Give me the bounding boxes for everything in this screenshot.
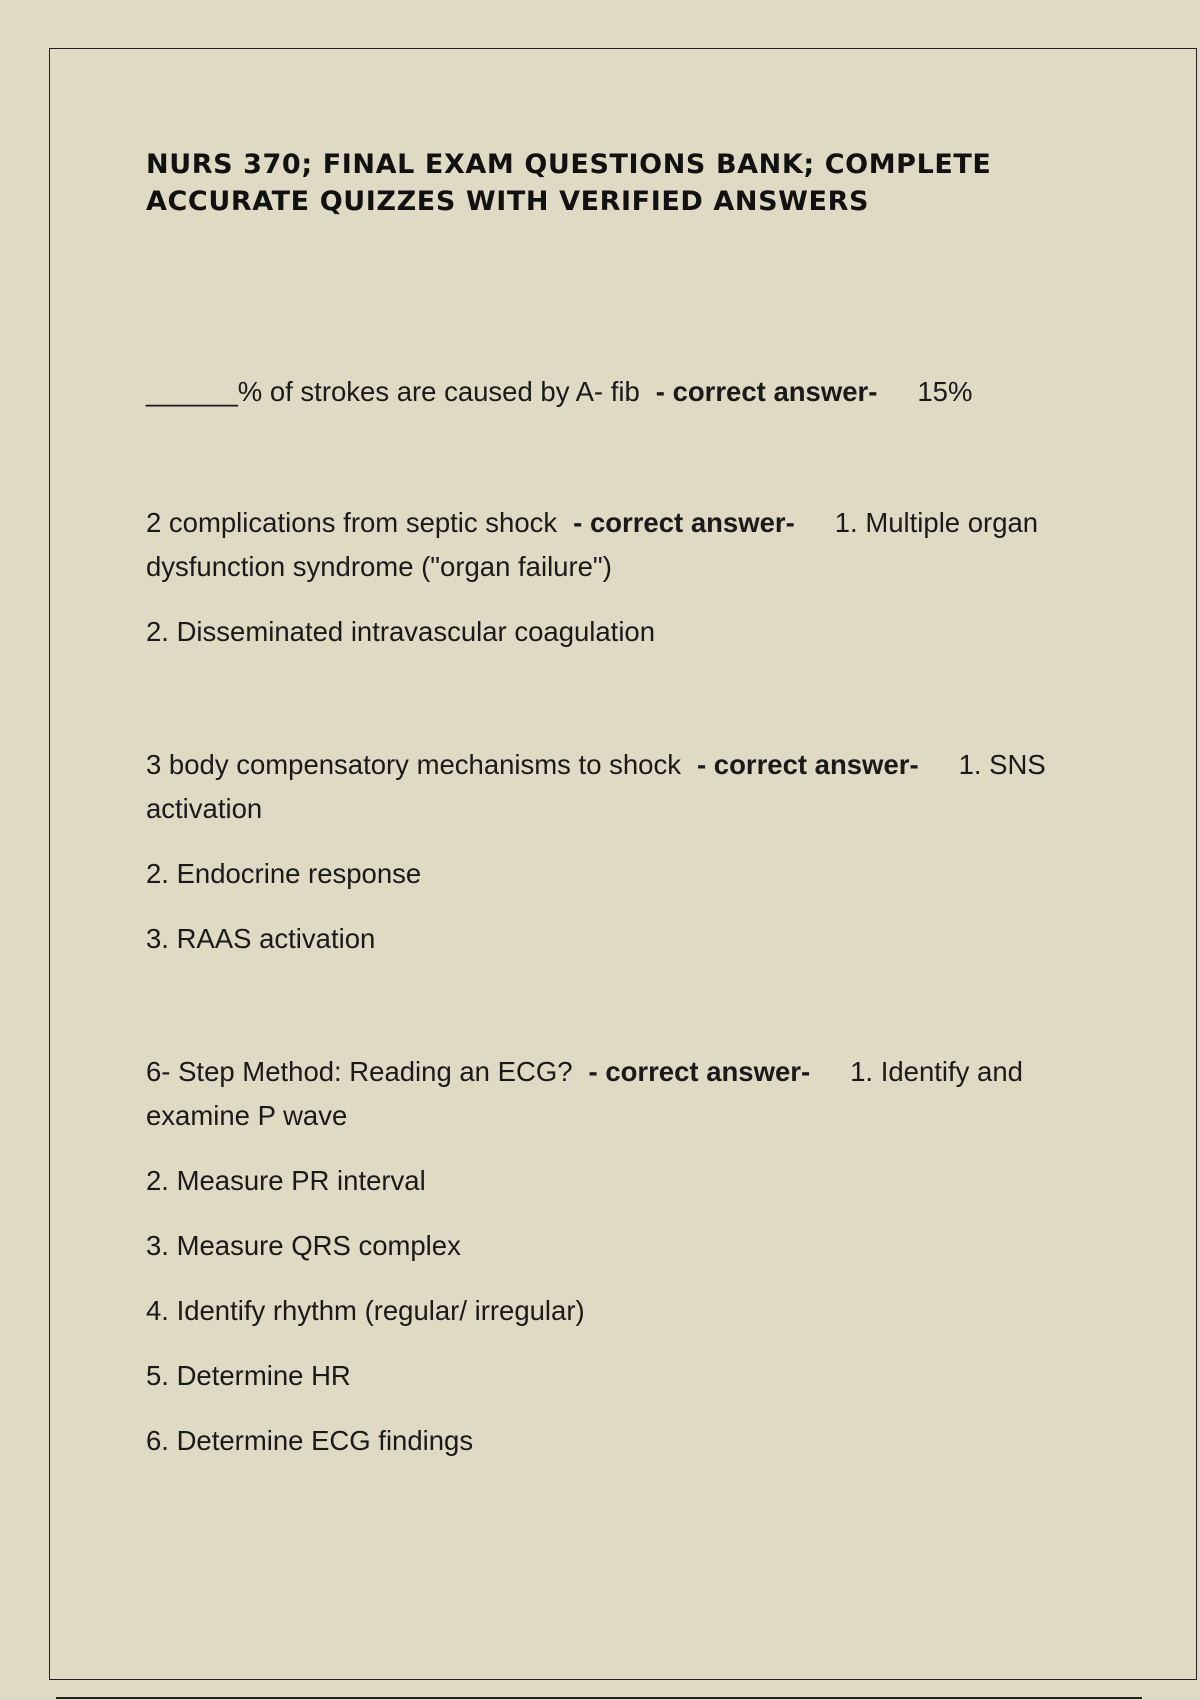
answer-text: 1. Identify and examine P wave bbox=[146, 1056, 1023, 1131]
answer-line: 2. Endocrine response bbox=[146, 858, 422, 889]
correct-answer-marker: - correct answer- bbox=[655, 376, 878, 407]
correct-answer-marker: - correct answer- bbox=[573, 507, 795, 538]
document-title: NURS 370; FINAL EXAM QUESTIONS BANK; COMPLETE ACCURATE QUIZZES WITH VERIFIED ANSWERS bbox=[146, 149, 992, 217]
answer-line: 3. RAAS activation bbox=[146, 923, 376, 954]
qa-first-paragraph bbox=[146, 370, 1106, 414]
qa-first-paragraph bbox=[146, 743, 1106, 831]
question-text: 6- Step Method: Reading an ECG? bbox=[146, 1056, 573, 1087]
bottom-rule bbox=[56, 1697, 1142, 1699]
correct-answer-marker: - correct answer- bbox=[588, 1056, 811, 1087]
answer-line: 3. Measure QRS complex bbox=[146, 1230, 461, 1261]
answer-line: 5. Determine HR bbox=[146, 1360, 351, 1391]
answer-line: 6. Determine ECG findings bbox=[146, 1425, 474, 1456]
qa-first-paragraph bbox=[146, 1050, 1106, 1138]
question-text: 3 body compensatory mechanisms to shock bbox=[146, 749, 681, 780]
qa-item-4 bbox=[146, 1050, 1106, 1463]
question-text: ______% of strokes are caused by A- fib bbox=[146, 376, 640, 407]
answer-line: 2. Measure PR interval bbox=[146, 1165, 426, 1196]
qa-item-3 bbox=[146, 743, 1106, 961]
qa-item-2 bbox=[146, 501, 1106, 654]
question-text: 2 complications from septic shock bbox=[146, 507, 558, 538]
qa-first-paragraph bbox=[146, 501, 1106, 589]
correct-answer-marker: - correct answer- bbox=[696, 749, 919, 780]
qa-item-1 bbox=[146, 370, 1106, 414]
answer-text: 1. SNS activation bbox=[146, 749, 1046, 824]
answer-line: 2. Disseminated intravascular coagulation bbox=[146, 616, 656, 647]
answer-line: 4. Identify rhythm (regular/ irregular) bbox=[146, 1295, 585, 1326]
answer-text: 15% bbox=[917, 376, 973, 407]
answer-text: 1. Multiple organ dysfunction syndrome ("organ failure") bbox=[146, 507, 1039, 582]
